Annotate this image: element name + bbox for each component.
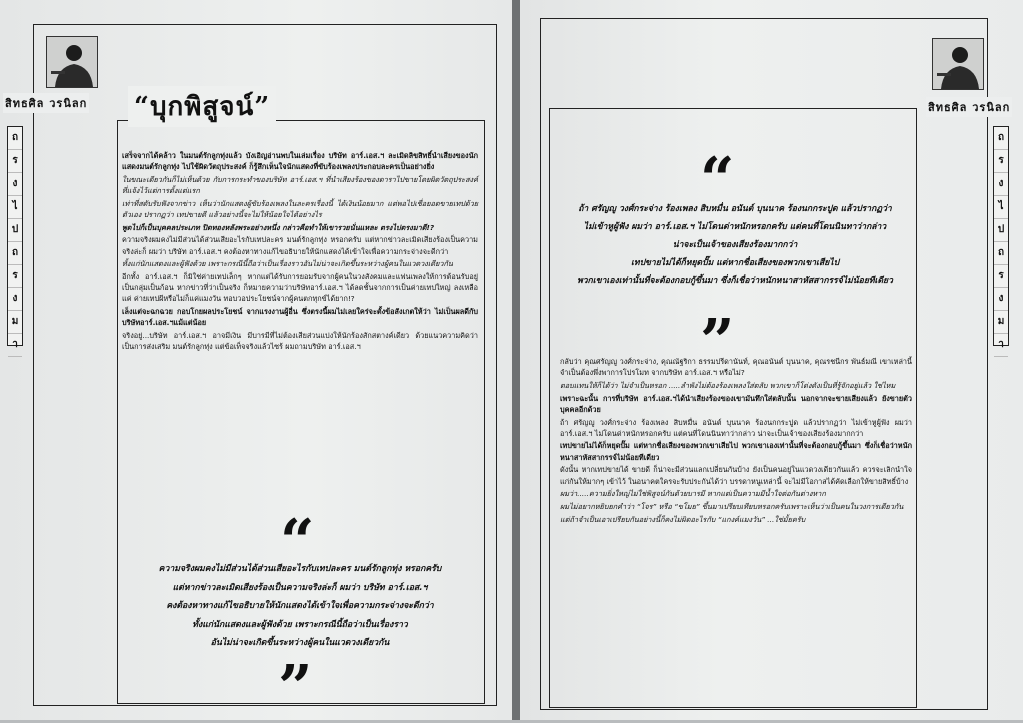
column-name-char: ร (8, 265, 22, 288)
column-name-char: ร (994, 265, 1008, 288)
body-paragraph: อีกทั้ง อาร์.เอส.ฯ ก็มิใช่ค่ายเทปเล็กๆ หากแต่ได้รับการยอมรับจากผู้คนในวงสังคมและแฟนเพลงให้การต้อนรับอยู่เป็นกลุ่มเป็นก้อน หากข่าวที่ว่าเป็นจริง ก็หมายความว่าบริษัทอาร์.เอส.ฯ ได้ลดชั้นจากการเป็นค่ายเทปใหญ่ ลงเหลือแค่ ค่ายเทปผีหรือไม่ก็แค่แมงวัน ทอบวอประโยชน์จากผู้คนตกทุกข์ได้ยาก!? (122, 272, 478, 304)
pull-quote-line: น่าจะเป็นเจ้าของเสียงร้องมากกว่า (672, 240, 798, 250)
column-name-vertical (7, 126, 23, 350)
column-name-char: ม (994, 311, 1008, 334)
pull-quote-line: พวกเขาเองเท่านั้นที่จะต้องกอบกู้ขึ้นมา ซึ่งก็เชื่อว่าหนักหนาสาหัสสากรรจ์ไม่น้อยทีเดียว (577, 276, 893, 286)
column-name-char: ถ (994, 127, 1008, 150)
body-paragraph: กลับว่า คุณศรัญญู วงศ์กระจ่าง, คุณณัฐริกา ธรรมปรีดานันท์, คุณอนันต์ บุนนาค, คุณรชนีกร พันธ์มณี เขาเหล่านี้จำเป็นต้องพึ่งพาการโปรโมท จากบริษัท อาร์.เอส.ฯ หรือไม่? (560, 357, 912, 378)
body-paragraph: ถ้า ศรัญญู วงศ์กระจ่าง ร้องเพลง สิบหมื่น อนันต์ บุนนาค ร้องนกกระปูด แล้วปรากฏว่า ไม่เข้าหูผู้ฟัง ผมว่า อาร์.เอส.ฯ ไม่โดนด่าหนักหรอกครับ แต่คนที่โดนนินทาว่ากล่าว น่าจะเป็นเจ้าของเสียงร้องมากกว่า (560, 417, 912, 438)
pull-quote-line: คงต้องหาทางแก้ไขอธิบายให้นักแสดงได้เข้าใจเพื่อความกระจ่างจะดีกว่า (166, 601, 434, 611)
body-paragraph: จริงอยู่...บริษัท อาร์.เอส.ฯ อาจมีเงิน มีบารมีที่ไม่ต้องเสียส่วนแบ่งให้นักร้องสักสตางค์เดียว ด้วยแนวความคิดว่าเป็นการส่งเสริม มนต์รักลูกทุ่ง แต่ข้อเท็จจริงแล้วไซร้ ผมถามบริษัท อาร์.เอส.ฯ (122, 331, 478, 352)
column-name-char: ง (8, 173, 22, 196)
column-name-char: ถ (8, 242, 22, 265)
column-name-char: ร (8, 150, 22, 173)
pull-quote-line: อันไม่น่าจะเกิดขึ้นระหว่างผู้คนในแวดวงเดียวกัน (210, 638, 390, 648)
pull-quote-right (556, 200, 914, 290)
column-name-char: ง (8, 288, 22, 311)
body-paragraph: ผมไม่อยากหยิบยกคำว่า “โจร” หรือ “ขโมย” ขึ้นมาเปรียบเทียบหรอกครับเพราะเห็นว่าเป็นคนในวงการเดียวกัน (560, 501, 904, 511)
pull-quote-line: ถ้า ศรัญญู วงศ์กระจ่าง ร้องเพลง สิบหมื่น อนันต์ บุนนาค ร้องนกกระปูด แล้วปรากฏว่า (578, 204, 892, 214)
body-paragraph: ผมว่า.....ความยิ่งใหญ่ไม่ใช่พิสูจน์กันด้วยบารมี หากแต่เป็นความมีน้ำใจต่อกันต่างหาก (560, 489, 826, 499)
column-name-char: ถ (8, 127, 22, 150)
body-paragraph: เพราะฉะนั้น การที่บริษัท อาร์.เอส.ฯได้นำเสียงร้องของเขามันทึกใส่ตลับนั้น นอกจากจะขายเสียงแล้ว ยังขายตัวบุคคลอีกด้วย (560, 393, 912, 414)
pull-quote-line: ทั้งแก่นักแสดงและผู้ฟังด้วย เพราะกรณีนี้ถือว่าเป็นเรื่องราว (192, 619, 408, 630)
body-paragraph: เท่าที่สดับรับฟังจากข่าว เห็นว่านักแสดงผู้ขับร้องเพลงในละครเรื่องนี้ ได้เงินน้อยมาก แต่พอไปเชื่อยอดขายเทปด้วยตัวเอง ปรากฏว่า เทปขายดี แล้วอย่างนี้จะไม่ให้น้อยใจได้อย่างไร (122, 198, 478, 220)
author-photo (46, 36, 98, 88)
author-byline: สิทธศิล วรนิลก (926, 97, 1012, 117)
column-name-char: า (994, 334, 1008, 357)
pull-quote-line: เทปขายไม่ได้ก็หยุดปั๊ม แต่หากชื่อเสียงของพวกเขาเสียไป (630, 258, 840, 268)
pull-quote-line: ไม่เข้าหูผู้ฟัง ผมว่า อาร์.เอส.ฯ ไม่โดนด่าหนักหรอกครับ แต่คนที่โดนนินทาว่ากล่าว (583, 222, 887, 232)
article-title: “บุกพิสูจน์” (128, 86, 276, 127)
body-paragraph: ทั้งแก่นักแสดงและผู้ฟังด้วย เพราะกรณีนี้ถือว่าเป็นเรื่องราวอันไม่น่าจะเกิดขึ้นระหว่างผู้คนในแวดวงเดียวกัน (122, 259, 453, 269)
body-paragraph: ในขณะเดียวกันก็ไม่เห็นด้วย กับการกระทำของบริษัท อาร์.เอส.ฯ ที่นำเสียงร้องของดาราไปขายโดยผิดวัตถุประสงค์ที่แจ้งไว้แต่การตั้งแต่แรก (122, 174, 478, 196)
body-paragraph: แต่ถ้าจำเป็นเอาเปรียบกันอย่างนี้ก็คงไม่ผิดอะไรกับ “แกงค์แมงวัน” ...ใช่มั้ยครับ (560, 514, 806, 524)
author-byline: สิทธศิล วรนิลก (3, 93, 89, 113)
column-name-char: ป (8, 219, 22, 242)
body-paragraph: เทปขายไม่ได้ก็หยุดปั๊ม แต่หากชื่อเสียงของพวกเขาเสียไป พวกเขาเองเท่านั้นที่จะต้องกอบกู้ขึ้นมา ซึ่งก็เชื่อว่าหนักหนาสาหัสสากรรจ์ไม่น้อยทีเดียว (560, 441, 912, 462)
column-name-char: ไ (8, 196, 22, 219)
open-quote-mark: “ (280, 507, 315, 577)
left-article-body (122, 150, 478, 354)
body-paragraph: ความจริงผมคงไม่มีส่วนได้ส่วนเสียอะไรกับเทปละคร มนต์รักลูกทุ่ง หรอกครับ แต่หากข่าวละเมิดเสียงร้องเป็นความจริงล่ะก็ ผมว่า บริษัท อาร์.เอส.ฯ คงต้องหาทางแก้ไขอธิบายให้นักแสดงได้เข้าใจเพื่อความกระจ่างจะดีกว่า (122, 235, 478, 256)
body-paragraph: เสร็จจากได้คล้าว ในมนต์รักลูกทุ่งแล้ว บังเอิญอ่านพบในเล่มเรื่อง บริษัท อาร์.เอส.ฯ ละเมิดลิขสิทธิ์นำเสียงของนักแสดงมนต์รักลูกทุ่ง ไปใช้ผิดวัตถุประสงค์ ก็รู้สึกเห็นใจนักแสดงที่ขับร้องเพลงประกอบละครเป็นอย่างยิ่ง (122, 151, 478, 172)
column-name-vertical (993, 126, 1009, 350)
pull-quote-left (130, 560, 470, 653)
body-paragraph: พูดไปก็เป็นบุคคลประเภท ปิดทองหลังพระอย่างหนึ่ง กล่าวคือทำให้เขารวยนั่นแหละ ตรงไปตรงมาดี!? (122, 222, 435, 232)
body-paragraph: ตอบแทนให้ก็ได้ว่า ไม่จำเป็นหรอก .....ลำพังไม่ต้องร้องเพลงใส่ตลับ พวกเขาก็โด่งดังเป็นที่รู้จักอยู่แล้ว ใช่ไหม (560, 380, 896, 390)
column-name-char: ม (8, 311, 22, 334)
right-article-body (560, 356, 912, 526)
column-name-char: ร (994, 150, 1008, 173)
author-photo (932, 38, 984, 90)
column-name-char: ง (994, 173, 1008, 196)
column-name-char: ไ (994, 196, 1008, 219)
column-name-char: ถ (994, 242, 1008, 265)
book-spine (512, 0, 520, 720)
body-paragraph: ดังนั้น หากเทปขายได้ ขายดี ก็น่าจะมีส่วนแลกเปลี่ยนกันบ้าง ยังเป็นคนอยู่ในแวดวงเดียวกันแล้ว ควรจะเลิกนำใจแก่กันให้มากๆ เข้าไว้ ในอนาคตใครจะรับประกันได้ว่า บรรดาหนูเหล่านี้ จะไม่มีโอกาสได้คัดเลือกให้ขายสิทธิ์บ้าง (560, 465, 912, 486)
close-quote-mark: ” (278, 653, 313, 723)
close-quote-mark: ” (700, 307, 735, 377)
column-name-char: ป (994, 219, 1008, 242)
column-name-char: ง (994, 288, 1008, 311)
open-quote-mark: “ (700, 145, 735, 215)
body-paragraph: เล็งแต่จะฉกฉวย กอบโกยผลประโยชน์ จากแรงงานผู้อื่น ซึ่งตรงนี้ผมไม่เลยใคร่จะตั้งข้อสังเกตให้ว่า ไม่เป็นผลดีกับบริษัทอาร์.เอส.ฯแม้แต่น้อย (122, 307, 478, 328)
pull-quote-line: แต่หากข่าวละเมิดเสียงร้องเป็นความจริงล่ะก็ ผมว่า บริษัท อาร์.เอส.ฯ (172, 582, 428, 593)
pull-quote-line: ความจริงผมคงไม่มีส่วนได้ส่วนเสียอะไรกับเทปละคร มนต์รักลูกทุ่ง หรอกครับ (158, 564, 442, 574)
column-name-char: า (8, 334, 22, 357)
